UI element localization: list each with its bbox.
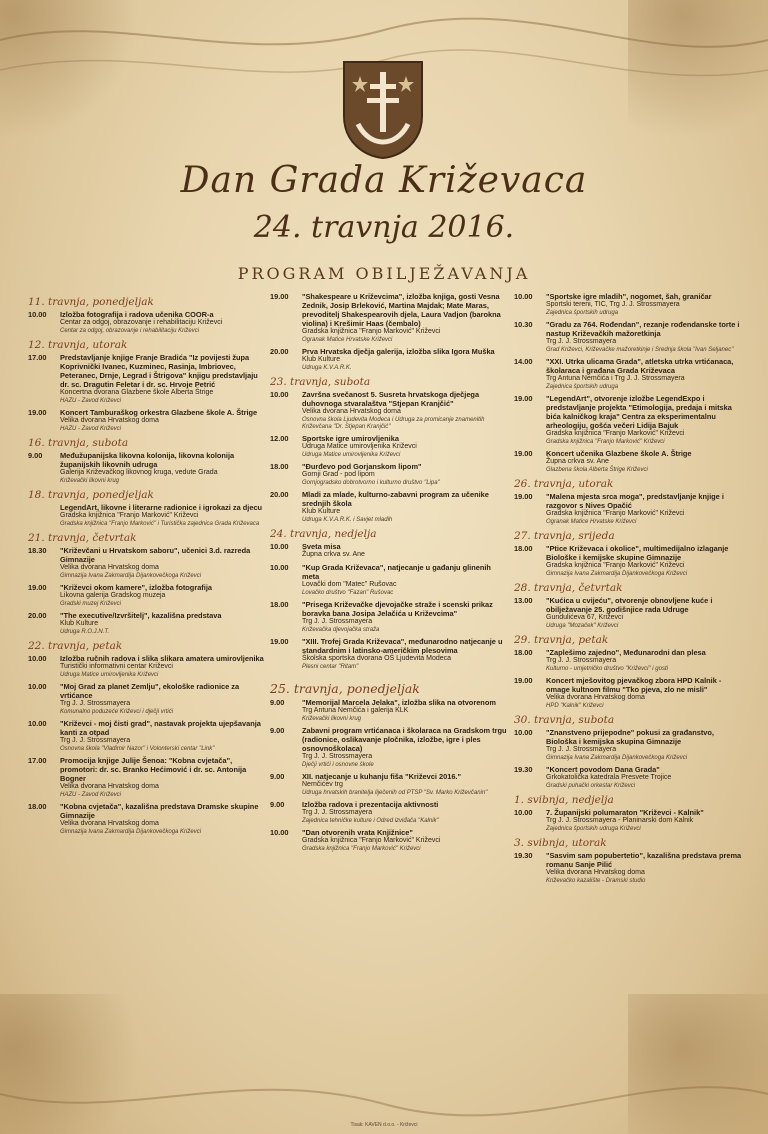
event-organizer: Udruga "Mozaček" Križevci [546, 622, 619, 629]
event-venue: Turistički informativni centar Križevci [60, 663, 173, 670]
event-item [270, 637, 508, 671]
date-heading: 29. travnja, petak [514, 634, 609, 646]
event-title: "Koncert povodom Dana Grada" [546, 765, 660, 774]
event-time: 19.00 [514, 449, 533, 458]
event-item [28, 310, 266, 335]
event-title: "Sportske igre mladih", nogomet, šah, graničar [546, 292, 712, 301]
event-title: "Križevci - moj čisti grad", nastavak projekta ujepšavanja kanti za otpad [60, 719, 261, 737]
date-heading: 28. travnja, četvrtak [514, 582, 623, 594]
event-time: 9.00 [270, 726, 285, 735]
event-title: LegendArt, likovne i literarne radionice i igrokazi za djecu [60, 503, 263, 512]
date-heading: 23. travnja, subota [270, 376, 371, 388]
event-venue: Gradska knjižnica "Franjo Marković" Križevci [546, 430, 685, 437]
event-venue: Galerija Križevačkog likovnog kruga, vedute Grada [60, 469, 218, 476]
event-body [60, 682, 266, 716]
event-title: Izložba fotografija i radova učenika COOR-a [60, 310, 214, 319]
event-title: Koncert Tamburaškog orkestra Glazbene škole A. Štrige [60, 408, 258, 417]
event-venue: Župna crkva sv. Ane [546, 458, 609, 465]
event-organizer: Križevačka djevojačka straža [302, 626, 380, 633]
event-venue: Trg J. J. Strossmayera [546, 746, 617, 753]
event-item [514, 596, 746, 630]
event-title: Sportske igre umirovljenika [302, 434, 399, 444]
event-time: 17.00 [28, 756, 47, 765]
event-time: 10.00 [270, 542, 289, 552]
event-body [302, 800, 508, 825]
event-time: 19.00 [270, 292, 289, 301]
event-venue: Gradska knjižnica "Franjo Marković" Križevci [60, 512, 199, 519]
date-heading: 27. travnja, srijeda [514, 530, 615, 542]
event-title: "Križevci okom kamere", izložba fotografija [60, 583, 212, 592]
event-title: XII. natjecanje u kuhanju fiša "Križevci 2016." [302, 772, 461, 781]
event-time: 10.00 [514, 808, 533, 817]
event-item [514, 292, 746, 317]
event-time: 19.00 [514, 492, 533, 501]
event-organizer: Gradska knjižnica "Franjo Marković" Križevci [302, 845, 421, 852]
poster-date: 24. travnja 2016. [253, 210, 515, 245]
event-organizer: Zajednica tehničke kulture i Odred izviđača "Kalnik" [302, 817, 439, 824]
event-time: 9.00 [270, 772, 285, 781]
event-body [302, 828, 508, 853]
event-time: 20.00 [270, 490, 289, 500]
event-title: "Znanstveno prijepodne" pokusi za građanstvo, Biološka i kemijska skupina Gimnazije [546, 728, 714, 746]
event-body [546, 320, 746, 354]
event-item [28, 756, 266, 799]
event-item [270, 347, 508, 372]
event-organizer: Osnovna škola Ljudevita Modeca i Udruga za promicanje znamenitih Križevčana "Dr. Stjepan Kranjčić" [302, 416, 485, 430]
event-organizer: HAZU - Zavod Križevci [60, 425, 122, 432]
event-item [270, 600, 508, 634]
event-venue: Likovna galerija Gradskog muzeja [60, 592, 166, 599]
event-venue: Župna crkva sv. Ane [302, 551, 365, 559]
event-organizer: Lovačko društvo "Fazan" Rušovac [302, 589, 394, 596]
event-organizer: Gimnazija Ivana Zakmardija Dijankovečkoga Križevci [546, 570, 688, 577]
column-1 [28, 292, 266, 839]
event-item [270, 542, 508, 560]
event-body [302, 563, 508, 597]
event-venue: Grkokatolička katedrala Presvete Trojice [546, 774, 672, 781]
event-organizer: Gimnazija Ivana Zakmardija Dijankovečkoga Križevci [60, 572, 202, 579]
event-venue: Koncertna dvorana Glazbene škole Alberta Štrige [60, 389, 214, 396]
event-venue: Velika dvorana Hrvatskog doma [60, 820, 159, 827]
event-title: Prva Hrvatska dječja galerija, izložba slika Igora Muška [302, 347, 495, 356]
event-time: 19.00 [270, 637, 289, 646]
event-venue: Trg J. J. Strossmayera [302, 753, 373, 760]
event-body [302, 542, 508, 560]
footer-print-note: Tisak: KAVEN d.o.o. - Križevci [350, 1122, 418, 1128]
event-item [270, 698, 508, 723]
event-time: 9.00 [270, 698, 285, 707]
event-venue: Gradska knjižnica "Franjo Marković" Križevci [302, 837, 441, 844]
event-time [28, 503, 60, 528]
event-time: 10.00 [28, 654, 47, 663]
event-body [60, 802, 266, 836]
event-time: 10.00 [514, 728, 533, 737]
event-body [302, 772, 508, 797]
event-organizer: Plesni centar "Ritam" [302, 663, 359, 670]
event-venue: Velika dvorana Hrvatskog doma [546, 694, 645, 701]
event-title: "Ptice Križevaca i okolice", multimedijalno izlaganje Biološke i kemijske skupine Gimnazije [546, 544, 729, 562]
event-venue: Trg J. J. Strossmayera [60, 700, 131, 707]
event-venue: Nemčićev trg [302, 781, 343, 788]
event-venue: Velika dvorana Hrvatskog doma [302, 408, 401, 415]
event-venue: Gradska knjižnica "Franjo Marković" Križevci [546, 510, 685, 517]
event-venue: Sportski tereni, TIC, Trg J. J. Strossmayera [546, 301, 680, 308]
event-organizer: Križevački likovni krug [60, 477, 120, 484]
event-body [546, 808, 746, 833]
event-time: 18.00 [28, 802, 47, 811]
event-title: "Kup Grada Križevaca", natjecanje u gađanju glinenih meta [302, 563, 491, 581]
event-title: "Sasvim sam popubertetio", kazališna predstava prema romanu Sanje Pilić [546, 851, 742, 869]
event-item [28, 719, 266, 753]
column-2 [270, 292, 508, 856]
event-body [546, 492, 746, 526]
event-organizer: Križevački likovni krug [302, 715, 362, 722]
event-item [270, 828, 508, 853]
event-time: 10.30 [514, 320, 533, 329]
date-heading: 12. travnja, utorak [28, 339, 128, 351]
event-title: "Moj Grad za planet Zemlju", ekološke radionice za vrtićance [60, 682, 240, 700]
event-time: 18.00 [270, 462, 289, 472]
event-organizer: HAZU - Zavod Križevci [60, 791, 122, 798]
event-title: "LegendArt", otvorenje izložbe LegendExpo i predstavljanje projekta "Etimologija, predaja i mitska bića kalničkog kraja" Centra za eksperimentalnu arheologiju, gošća večeri Lidija Bajuk [546, 394, 732, 430]
event-item [514, 808, 746, 833]
event-venue: Trg J. J. Strossmayera [302, 809, 373, 816]
event-item [28, 654, 266, 679]
event-item [514, 320, 746, 354]
event-body [546, 449, 746, 474]
event-body [302, 600, 508, 634]
event-item [28, 611, 266, 636]
event-item [514, 492, 746, 526]
event-venue: Gradska knjižnica "Franjo Marković" Križevci [546, 562, 685, 569]
event-time: 19.00 [514, 394, 533, 403]
event-body [546, 851, 746, 885]
event-time: 14.00 [514, 357, 533, 366]
event-body [60, 451, 266, 485]
event-body [546, 394, 746, 446]
event-title: "Shakespeare u Križevcima", izložba knjiga, gosti Vesna Zednik, Josip Brleković, Martina Majdak; Mate Maras, prevoditelj Shakespearovih djela, Laura Vadjon (barokna violina) i Krešimir Haas (čembalo) [302, 292, 501, 328]
event-title: 7. Županijski polumaraton "Križevci - Kalnik" [546, 808, 704, 817]
event-body [302, 490, 508, 524]
event-body [546, 544, 746, 578]
event-item [514, 676, 746, 710]
date-heading: 18. travnja, ponedjeljak [28, 489, 154, 501]
event-item [28, 451, 266, 485]
event-organizer: Udruga K.V.A.R.K. i Savjet mladih [302, 517, 393, 523]
event-item [270, 390, 508, 431]
event-organizer: Gimnazija Ivana Zakmardija Dijankovečkoga Križevci [60, 828, 202, 835]
event-body [302, 637, 508, 671]
event-venue: Trg Antuna Nemčića i Trg J. J. Strossmayera [546, 375, 685, 382]
event-item [514, 449, 746, 474]
event-organizer: Zajednica športskih udruga [546, 309, 619, 316]
event-venue: Trg J. J. Strossmayera [546, 657, 617, 664]
event-body [546, 292, 746, 317]
event-organizer: Kulturno - umjetničko društvo "Križevci" i gosti [546, 665, 668, 672]
event-organizer: Zajednica športskih udruga Križevci [546, 825, 641, 832]
event-time: 19.00 [514, 676, 533, 685]
date-heading: 25. travnja, ponedjeljak [270, 681, 420, 696]
event-body [60, 546, 266, 580]
event-venue: Lovački dom "Matec" Rušovac [302, 581, 397, 588]
event-title: Sveta misa [302, 542, 341, 552]
event-organizer: Gradski muzej Križevci [60, 600, 122, 607]
event-title: "Kobna cvjetača", kazališna predstava Dramske skupine Gimnazije [60, 802, 259, 820]
event-item [514, 648, 746, 673]
event-title: "Gradu za 764. Rođendan", rezanje rođendanske torte i nastup Križevačkih mažoretkinja [546, 320, 740, 338]
event-organizer: Ogranak Matice Hrvatske Križevci [302, 336, 393, 343]
event-time: 18.30 [28, 546, 47, 555]
event-item [270, 800, 508, 825]
event-body [302, 726, 508, 769]
event-body [60, 756, 266, 799]
event-organizer: Gimnazija Ivana Zakmardija Dijankovečkoga Križevci [546, 754, 688, 761]
event-body [60, 583, 266, 608]
event-title: Međužupanijska likovna kolonija, likovna kolonija županijskih likovnih udruga [60, 451, 235, 469]
event-time: 19.00 [28, 583, 47, 592]
event-title: "XXI. Utrka ulicama Grada", atletska utrka vrtićanaca, školaraca i građana Grada Križevaca [546, 357, 734, 375]
event-time: 12.00 [270, 434, 289, 444]
event-time: 19.00 [28, 408, 47, 417]
event-venue: Trg J. J. Strossmayera [60, 737, 131, 744]
event-organizer: Udruga K.V.A.R.K. [302, 364, 352, 371]
event-venue: Velika dvorana Hrvatskog doma [60, 783, 159, 790]
event-time: 18.00 [270, 600, 289, 609]
event-title: Izložba ručnih radova i slika slikara amatera umirovljenika [60, 654, 264, 663]
event-title: Izložba radova i prezentacija aktivnosti [302, 800, 439, 809]
event-item [28, 503, 266, 528]
event-time: 19.30 [514, 765, 533, 774]
event-body [546, 765, 746, 790]
event-organizer: Gradska knjižnica "Franjo Marković" Križevci [546, 438, 665, 445]
event-time: 9.00 [28, 451, 43, 460]
event-organizer: Komunalno poduzeće Križevci i dječji vrtići [60, 708, 174, 715]
event-item [270, 772, 508, 797]
event-title: "Malena mjesta srca moga", predstavljanje knjige i razgovor s Nives Opačić [546, 492, 724, 510]
event-organizer: Dječji vrtići i osnovne škole [302, 761, 374, 768]
date-heading: 26. travnja, utorak [514, 478, 614, 490]
event-item [28, 583, 266, 608]
event-item [270, 462, 508, 487]
poster-title: Dan Grada Križevaca [180, 160, 588, 201]
event-body [302, 462, 508, 487]
event-body [60, 719, 266, 753]
event-item [270, 563, 508, 597]
event-time: 18.00 [514, 648, 533, 657]
program-heading: PROGRAM OBILJEŽAVANJA [237, 264, 531, 283]
date-heading: 11. travnja, ponedjeljak [28, 296, 154, 308]
event-time: 10.00 [270, 390, 289, 399]
event-body [546, 676, 746, 710]
coat-of-arms-icon [340, 58, 426, 160]
event-title: "Memorijal Marcela Jelaka", izložba slika na otvorenom [302, 698, 496, 707]
event-organizer: Udruga R.O.J.N.T. [60, 628, 110, 635]
date-heading: 24. travnja, nedjelja [270, 528, 377, 541]
date-heading: 30. travnja, subota [514, 714, 615, 726]
event-item [270, 434, 508, 459]
event-organizer: Zajednica športskih udruga [546, 383, 619, 390]
event-item [28, 546, 266, 580]
event-time: 10.00 [270, 563, 289, 572]
event-title: Promocija knjige Julije Šenoa: "Kobna cvjetača", promotori: dr. sc. Branko Hećimović i dr. sc. Antonija Bogner [60, 756, 247, 783]
event-organizer: Centar za odgoj, obrazovanje i rehabilitaciju Križevci [60, 327, 200, 334]
event-title: "Prisega Križevačke djevojačke straže i scenski prikaz boravka bana Josipa Jelačića u Križevcima" [302, 600, 493, 618]
event-item [270, 490, 508, 524]
event-venue: Centar za odgoj, obrazovanje i rehabilitaciju Križevci [60, 319, 223, 326]
date-heading: 16. travnja, subota [28, 437, 129, 449]
event-body [60, 503, 266, 528]
event-body [60, 611, 266, 636]
event-venue: Velika dvorana Hrvatskog doma [60, 564, 159, 571]
event-time: 10.00 [28, 682, 47, 691]
event-title: Mladi za mlade, kulturno-zabavni program za učenike srednjih škola [302, 490, 489, 509]
event-title: "XIII. Trofej Grada Križevaca", međunarodno natjecanje u standardnim i latinsko-američkim plesovima [302, 637, 503, 655]
event-organizer: Udruga Matice umirovljenika Križevci [302, 452, 401, 458]
date-heading: 21. travnja, četvrtak [28, 532, 137, 544]
event-body [546, 596, 746, 630]
event-item [514, 544, 746, 578]
event-item [514, 851, 746, 885]
event-body [302, 390, 508, 431]
event-venue: Velika dvorana Hrvatskog doma [546, 869, 645, 876]
event-organizer: HAZU - Zavod Križevci [60, 397, 122, 404]
event-body [60, 654, 266, 679]
date-heading: 22. travnja, petak [28, 640, 123, 652]
event-time: 10.00 [514, 292, 533, 301]
column-3 [514, 292, 746, 888]
event-organizer: HPD "Kalnik" Križevci [546, 702, 604, 709]
event-time: 10.00 [270, 828, 289, 837]
event-venue: Klub Kulture [60, 620, 99, 627]
date-heading: 1. svibnja, nedjelja [514, 794, 614, 806]
event-item [514, 394, 746, 446]
event-item [28, 353, 266, 405]
event-organizer: Grad Križevci, Križevačke mažoretkinje i Srednja škola "Ivan Seljanec" [546, 346, 734, 353]
event-time: 10.00 [28, 719, 47, 728]
event-venue: Trg J. J. Strossmayera [302, 618, 373, 625]
event-body [302, 292, 508, 344]
event-organizer: Udruga Matice umirovljenika Križevci [60, 671, 159, 678]
event-item [514, 357, 746, 391]
event-time: 10.00 [28, 310, 47, 319]
event-organizer: Gradska knjižnica "Franjo Marković" i Turistička zajednica Grada Križevaca [60, 520, 260, 527]
event-venue: Klub Kulture [302, 356, 341, 363]
event-venue: Klub Kulture [302, 508, 341, 516]
event-title: "Kućica u cvijeću", otvorenje obnovljene kuće i obilježavanje 25. godišnjice rada Udruge [546, 596, 713, 614]
event-time: 19.30 [514, 851, 533, 860]
event-time: 20.00 [270, 347, 289, 356]
event-title: Završna svečanost 5. Susreta hrvatskoga dječjega duhovnoga stvaralaštva "Stjepan Kranjčić" [302, 390, 480, 408]
event-title: Zabavni program vrtićanaca i školaraca na Gradskom trgu (radionice, oslikavanje pločnika, izložbe, igre i ples osnovnoškolaca) [302, 726, 507, 753]
event-venue: Gradska knjižnica "Franjo Marković" Križevci [302, 328, 441, 335]
event-venue: Trg J. J. Strossmayera - Planinarski dom Kalnik [546, 817, 694, 824]
event-venue: Udruga Matice umirovljenika Križevci [302, 443, 417, 451]
event-time: 17.00 [28, 353, 47, 362]
event-venue: Gornji Grad - pod lipom [302, 471, 375, 479]
event-venue: Trg Antuna Nemčića i galerija KLK [302, 707, 409, 714]
event-body [302, 434, 508, 459]
event-item [514, 765, 746, 790]
event-time: 18.00 [514, 544, 533, 553]
event-title: Predstavljanje knjige Franje Bradića "Iz povijesti župa Koprivnički Ivanec, Kuzminec, Rasinja, Imbriovec, Peteranec, Drnje, Legrad i Štrigova" knjigu predstavljaju dr. sc. Dragutin Feletar i dr. sc. Hrvoje Petrić [60, 353, 258, 389]
event-title: "Križevčani u Hrvatskom saboru", učenici 3.d. razreda Gimnazije [60, 546, 251, 564]
event-title: "Dan otvorenih vrata Knjižnice" [302, 828, 413, 837]
event-item [28, 682, 266, 716]
event-body [302, 347, 508, 372]
event-title: Koncert mješovitog pjevačkog zbora HPD Kalnik - omage kultnom filmu "Tko pjeva, zlo ne misli" [546, 676, 722, 694]
event-organizer: Udruga hrvatskih branitelja liječenih od PTSP "Sv. Marko Križevčanin" [302, 789, 488, 796]
event-venue: Velika dvorana Hrvatskog doma [60, 417, 159, 424]
event-title: Koncert učenika Glazbene škole A. Štrige [546, 449, 692, 458]
event-organizer: Ogranak Matice Hrvatske Križevci [546, 518, 637, 525]
event-time: 20.00 [28, 611, 47, 620]
event-venue: Gundulićeva 67, Križevci [546, 614, 624, 621]
event-body [60, 408, 266, 433]
event-organizer: Osnovna škola "Vladimir Nazor" i Volonterski centar "Link" [60, 745, 215, 752]
event-body [546, 648, 746, 673]
event-organizer: Križevačko kazalište - Dramski studio [546, 877, 646, 884]
event-item [514, 728, 746, 762]
event-venue: Školska sportska dvorana OŠ Ljudevita Modeca [302, 655, 452, 662]
event-title: "Đurđevo pod Gorjanskom lipom" [302, 462, 422, 472]
event-organizer: Glazbena škola Alberta Štrige Križevci [546, 466, 648, 473]
event-title: "The executive/Izvršitelj", kazališna predstava [60, 611, 222, 620]
date-heading: 3. svibnja, utorak [514, 837, 607, 849]
event-body [546, 728, 746, 762]
event-time: 9.00 [270, 800, 285, 809]
event-item [28, 408, 266, 433]
event-organizer: Gornjogradsko dobrotvorno i kulturno društvo "Lipa" [302, 480, 440, 486]
event-item [270, 292, 508, 344]
event-time: 13.00 [514, 596, 533, 605]
event-item [270, 726, 508, 769]
event-body [302, 698, 508, 723]
event-title: "Zaplešimo zajedno", Međunarodni dan plesa [546, 648, 706, 657]
event-body [60, 310, 266, 335]
event-organizer: Gradski puhački orkestar Križevci [546, 782, 636, 789]
event-body [60, 353, 266, 405]
event-item [28, 802, 266, 836]
event-body [546, 357, 746, 391]
event-venue: Trg J. J. Strossmayera [546, 338, 617, 345]
